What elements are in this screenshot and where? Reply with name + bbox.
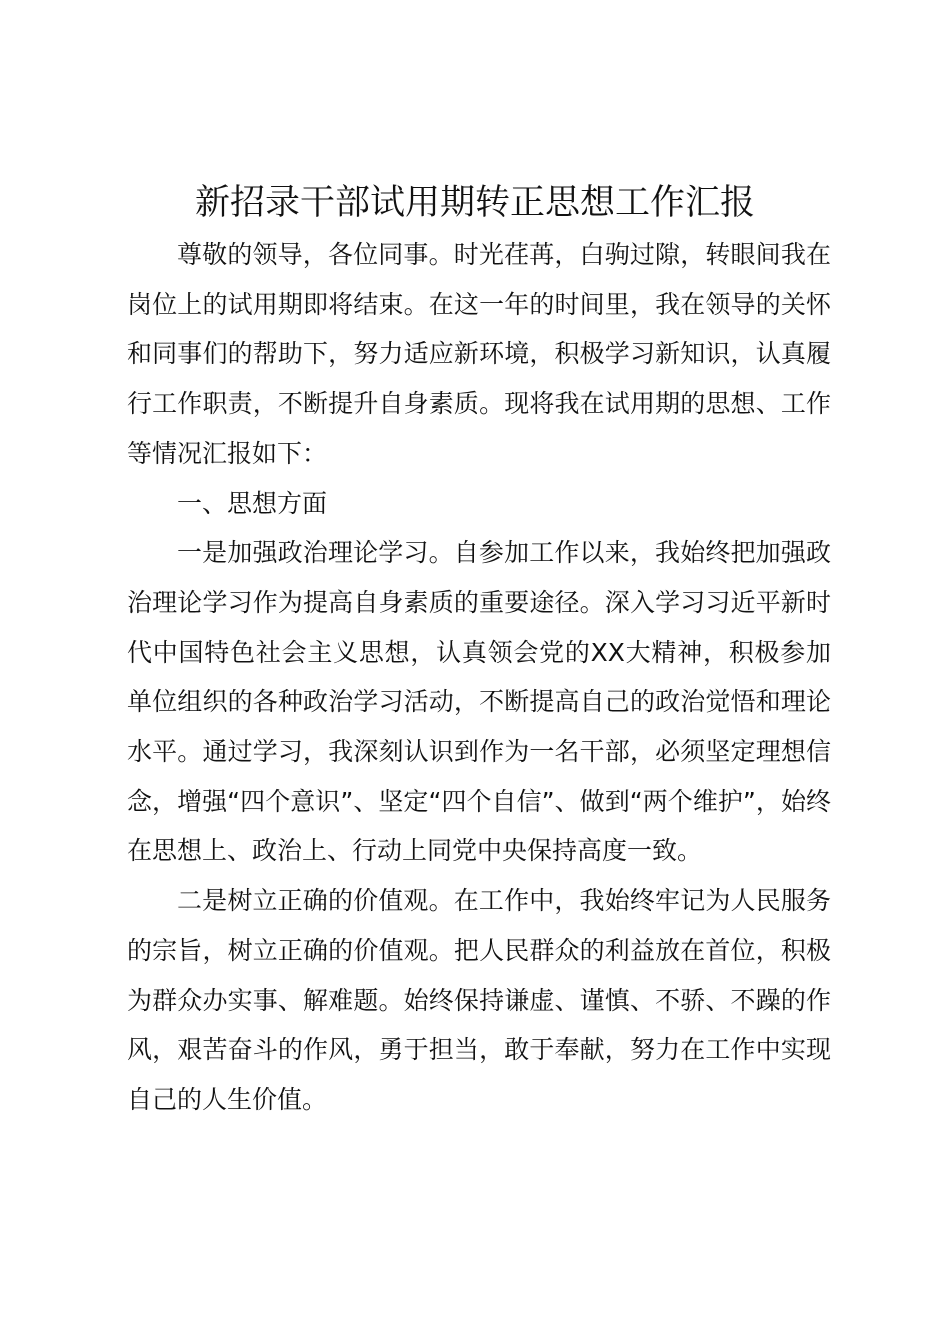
document-title: 新招录干部试用期转正思想工作汇报 xyxy=(194,183,755,223)
document-body xyxy=(127,230,831,1125)
paragraph-values: 二是树立正确的价值观。在工作中，我始终牢记为人民服务的宗旨，树立正确的价值观。把人民群众的利益放在首位，积极为群众办实事、解难题。始终保持谦虚、谨慎、不骄、不躁的作风，艰苦奋斗的作风，勇于担当，敢于奉献，努力在工作中实现自己的人生价值。 xyxy=(127,886,831,1114)
intro-paragraph: 尊敬的领导，各位同事。时光荏苒，白驹过隙，转眼间我在岗位上的试用期即将结束。在这一年的时间里，我在领导的关怀和同事们的帮助下，努力适应新环境，积极学习新知识，认真履行工作职责，不断提升自身素质。现将我在试用期的思想、工作等情况汇报如下： xyxy=(127,240,831,468)
paragraph-political-study: 一是加强政治理论学习。自参加工作以来，我始终把加强政治理论学习作为提高自身素质的重要途径。深入学习习近平新时代中国特色社会主义思想，认真领会党的XX大精神，积极参加单位组织的各种政治学习活动，不断提高自己的政治觉悟和理论水平。通过学习，我深刻认识到作为一名干部，必须坚定理想信念，增强“四个意识”、坚定“四个自信”、做到“两个维护”，始终在思想上、政治上、行动上同党中央保持高度一致。 xyxy=(127,538,831,866)
section-heading-thought: 一、思想方面 xyxy=(177,488,328,518)
